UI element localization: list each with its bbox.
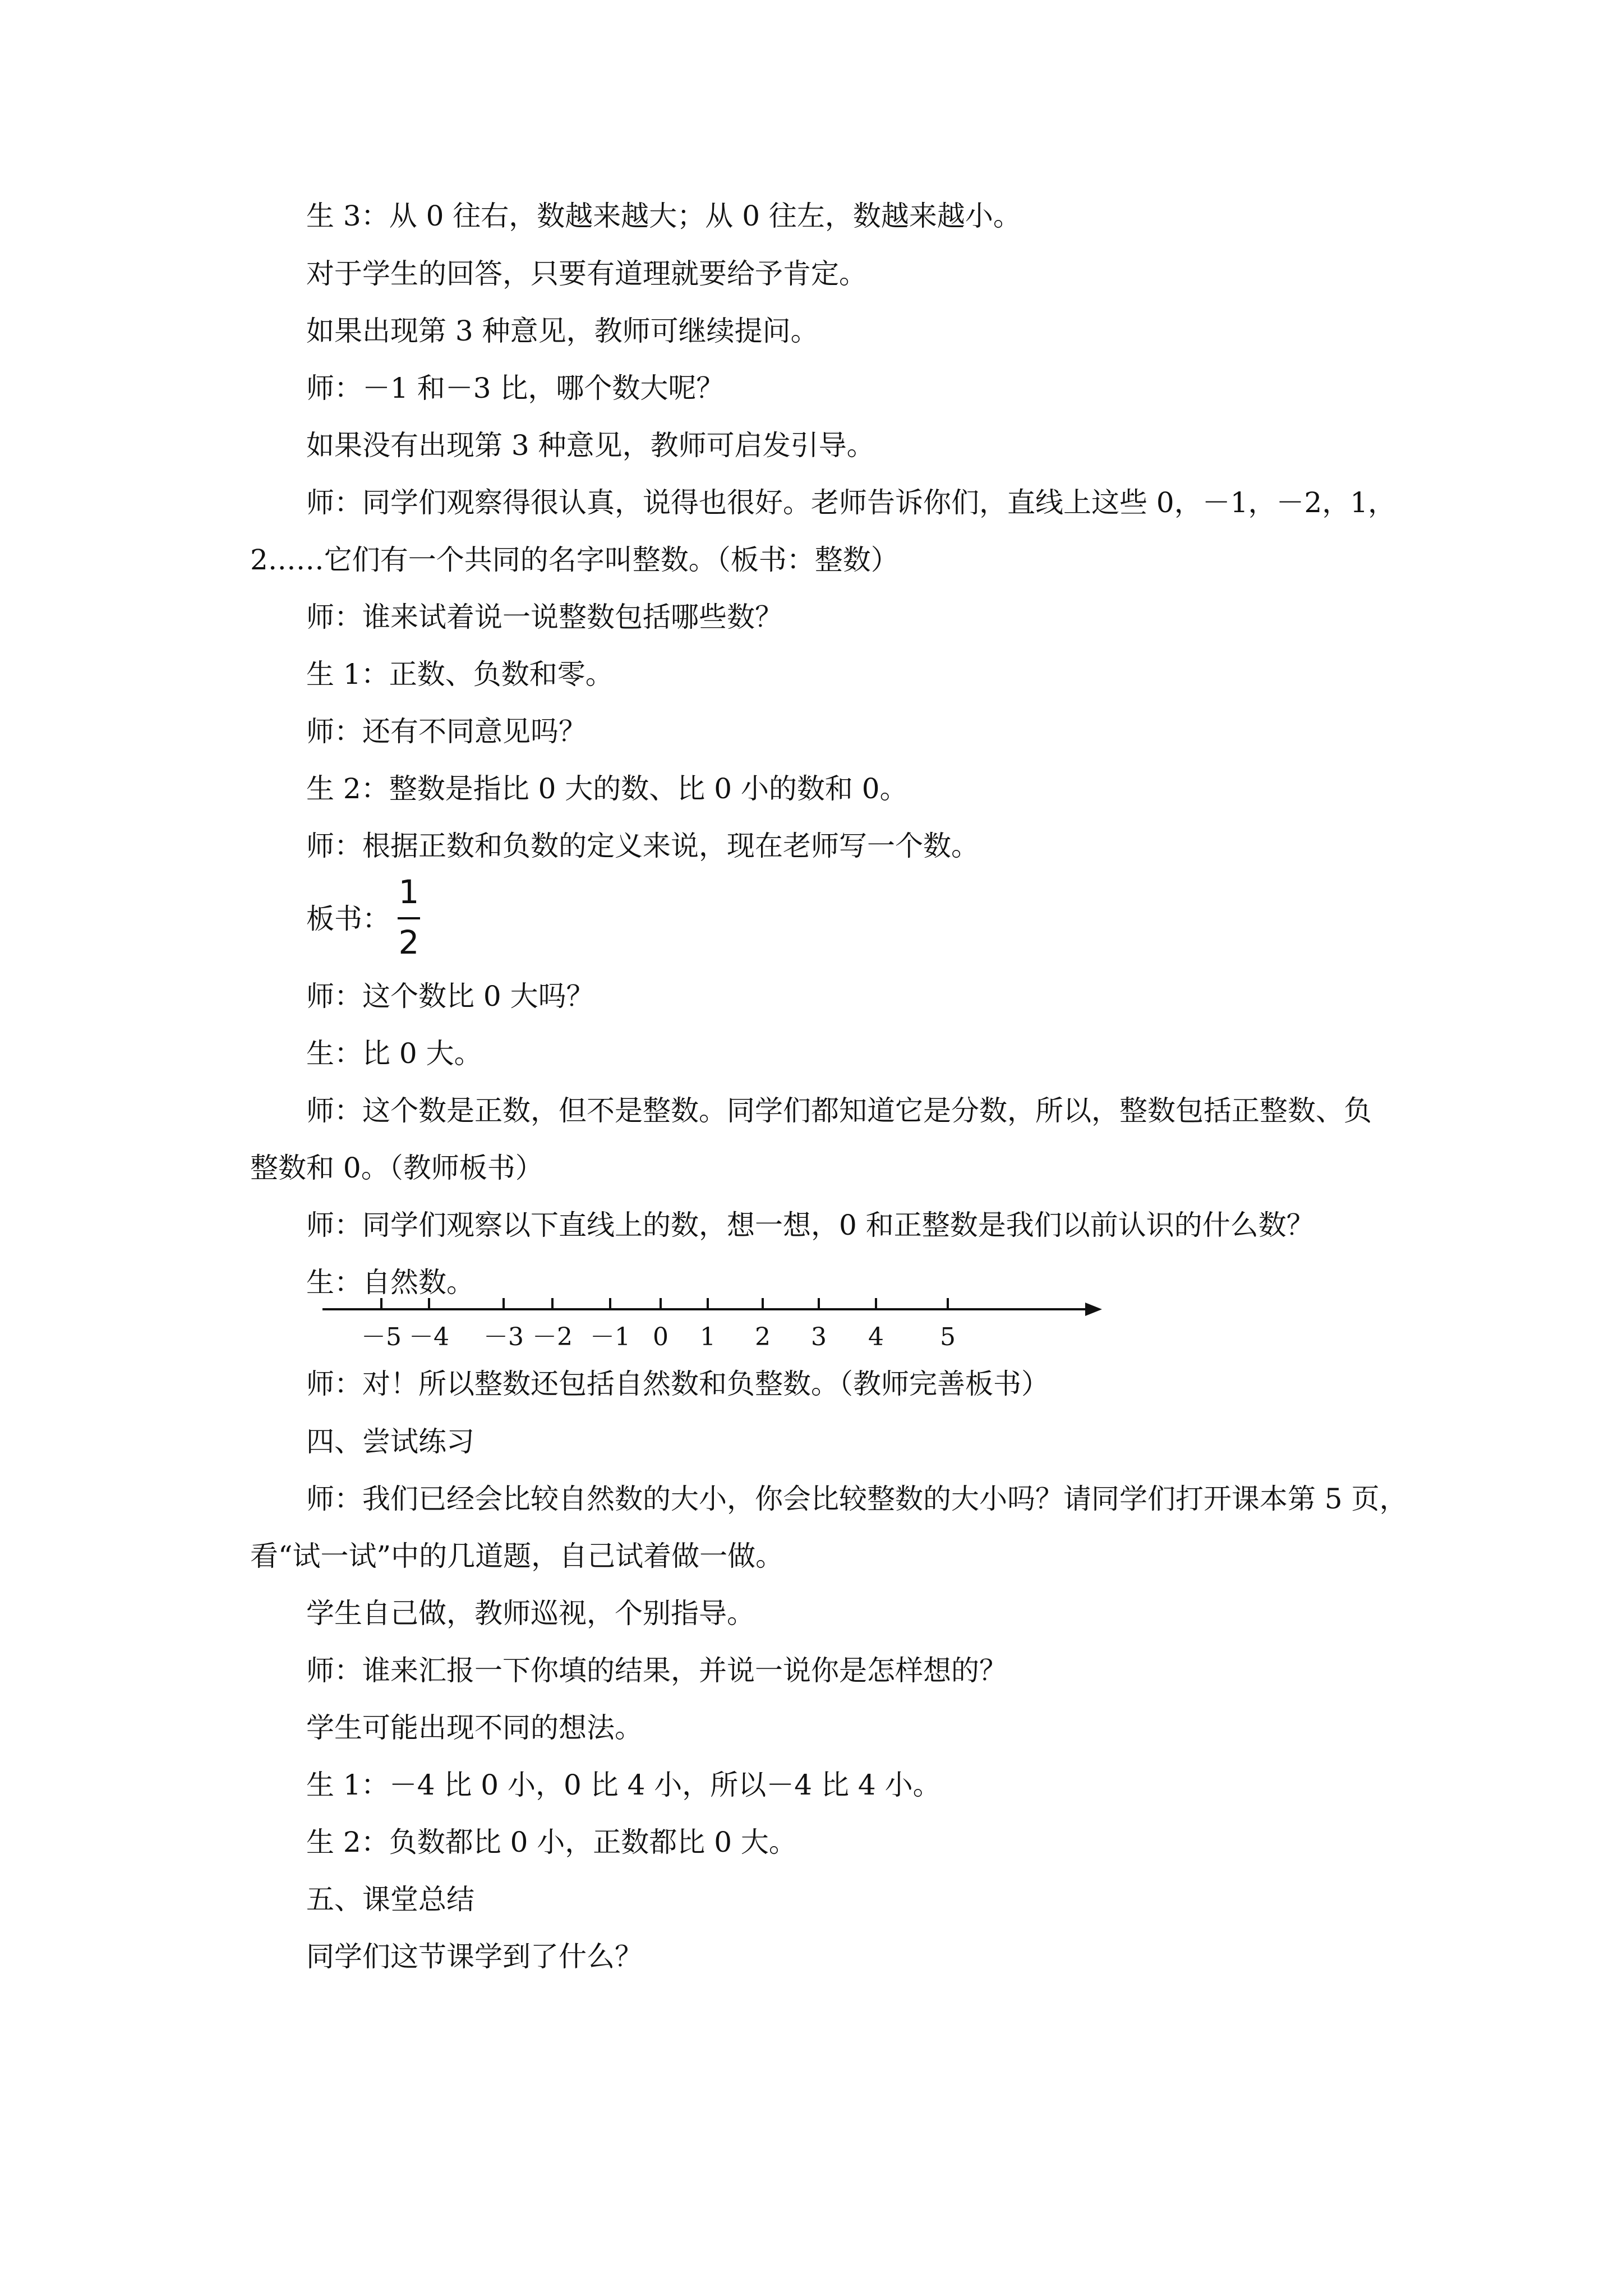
text-line: 师：还有不同意见吗？ (306, 715, 587, 748)
text-line: 生 2：整数是指比 0 大的数、比 0 小的数和 0。 (306, 772, 908, 805)
text-line: 师：对！所以整数还包括自然数和负整数。（教师完善板书） (306, 1368, 1049, 1400)
section-heading: 四、尝试练习 (306, 1425, 474, 1458)
number-line-ticks (361, 1298, 956, 1351)
text-line: 师：这个数是正数，但不是整数。同学们都知道它是分数，所以，整数包括正整数、负 (306, 1094, 1372, 1127)
number-line-tick-label: －1 (590, 1323, 630, 1351)
text-line: 生 2：负数都比 0 小，正数都比 0 大。 (306, 1826, 797, 1858)
text-line: 师：－1 和－3 比，哪个数大呢？ (306, 372, 725, 404)
number-line-tick-label: 1 (700, 1323, 716, 1351)
section-heading: 五、课堂总结 (306, 1883, 474, 1916)
text-line: 师：同学们观察得很认真，说得也很好。老师告诉你们，直线上这些 0，－1，－2，1， (306, 486, 1396, 519)
text-line: 看“试一试”中的几道题，自己试着做一做。 (250, 1540, 784, 1572)
text-line: 如果出现第 3 种意见，教师可继续提问。 (306, 315, 819, 347)
text-line: 师：根据正数和负数的定义来说，现在老师写一个数。 (306, 830, 979, 862)
number-line-tick-label: 3 (811, 1323, 827, 1351)
text-line: 学生可能出现不同的想法。 (306, 1711, 643, 1744)
fraction-numerator: 1 (398, 873, 419, 911)
text-line: 如果没有出现第 3 种意见，教师可启发引导。 (306, 429, 875, 462)
board-writing-label: 板书： (306, 903, 390, 935)
text-line: 生：比 0 大。 (306, 1037, 482, 1070)
text-line: 师：我们已经会比较自然数的大小，你会比较整数的大小吗？请同学们打开课本第 5 页， (306, 1483, 1408, 1515)
text-line: 生 3：从 0 往右，数越来越大；从 0 往左，数越来越小。 (306, 200, 1021, 232)
text-line: 整数和 0。（教师板书） (250, 1152, 543, 1184)
number-line-tick-label: 2 (755, 1323, 771, 1351)
text-line: 生 1：－4 比 0 小，0 比 4 小，所以－4 比 4 小。 (306, 1769, 941, 1801)
number-line-tick-label: －4 (409, 1323, 449, 1351)
text-line: 师：谁来试着说一说整数包括哪些数？ (306, 601, 783, 633)
text-line: 生：自然数。 (306, 1266, 474, 1299)
number-line-tick-label: －5 (361, 1323, 402, 1351)
text-line: 2……它们有一个共同的名字叫整数。（板书：整数） (250, 544, 899, 576)
number-line-tick-label: 0 (653, 1323, 668, 1351)
number-line-tick-label: －3 (483, 1323, 524, 1351)
number-line-tick-label: －2 (532, 1323, 573, 1351)
text-line: 学生自己做，教师巡视，个别指导。 (306, 1597, 755, 1630)
text-line: 同学们这节课学到了什么？ (306, 1940, 643, 1973)
number-line-tick-label: 4 (868, 1323, 884, 1351)
text-line: 师：这个数比 0 大吗？ (306, 980, 594, 1013)
number-line-tick-label: 5 (940, 1323, 956, 1351)
text-line: 生 1：正数、负数和零。 (306, 658, 614, 691)
fraction-denominator: 2 (398, 923, 419, 961)
text-line: 对于学生的回答，只要有道理就要给予肯定。 (306, 257, 867, 290)
text-line: 师：同学们观察以下直线上的数，想一想，0 和正整数是我们以前认识的什么数？ (306, 1209, 1315, 1241)
arrow-head-icon (1085, 1303, 1102, 1316)
text-line: 师：谁来汇报一下你填的结果，并说一说你是怎样想的？ (306, 1654, 1007, 1687)
